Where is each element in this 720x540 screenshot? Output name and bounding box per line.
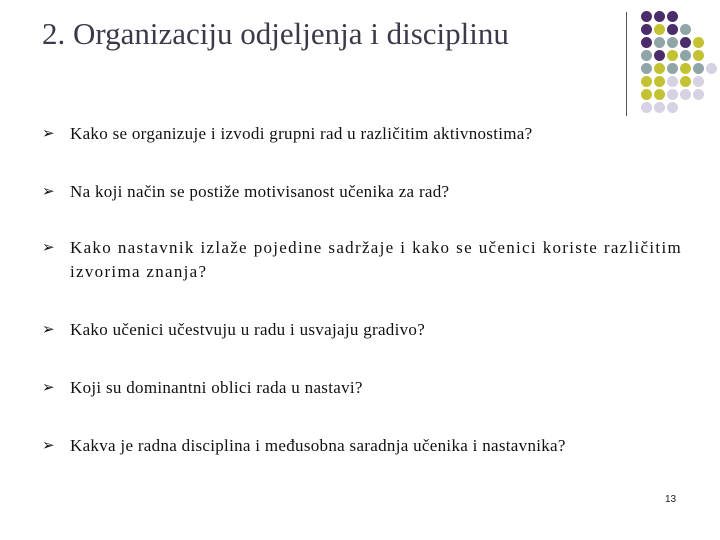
bullet-arrow-icon: ➢	[42, 126, 55, 142]
bullet-arrow-icon: ➢	[42, 438, 55, 454]
bullet-arrow-icon: ➢	[42, 380, 55, 396]
bullet-item-3: Kako nastavnik izlaže pojedine sadržaje i kako se učenici koriste različitim izvorima znanja?	[70, 238, 682, 281]
bullet-item-1: Kako se organizuje i izvodi grupni rad u različitim aktivnostima?	[70, 124, 533, 143]
bullet-arrow-icon: ➢	[42, 184, 55, 200]
page-number: 13	[665, 494, 677, 505]
bullet-arrow-icon: ➢	[42, 322, 55, 338]
bullet-item-2: Na koji način se postiže motivisanost učenika za rad?	[70, 182, 450, 201]
bullet-item-5: Koji su dominantni oblici rada u nastavi?	[70, 378, 363, 397]
bullet-arrow-icon: ➢	[42, 240, 55, 256]
bullet-item-6: Kakva je radna disciplina i međusobna saradnja učenika i nastavnika?	[70, 436, 566, 455]
slide-title: 2. Organizaciju odjeljenja i disciplinu	[42, 16, 509, 51]
bullet-item-4: Kako učenici učestvuju u radu i usvajaju gradivo?	[70, 320, 426, 339]
